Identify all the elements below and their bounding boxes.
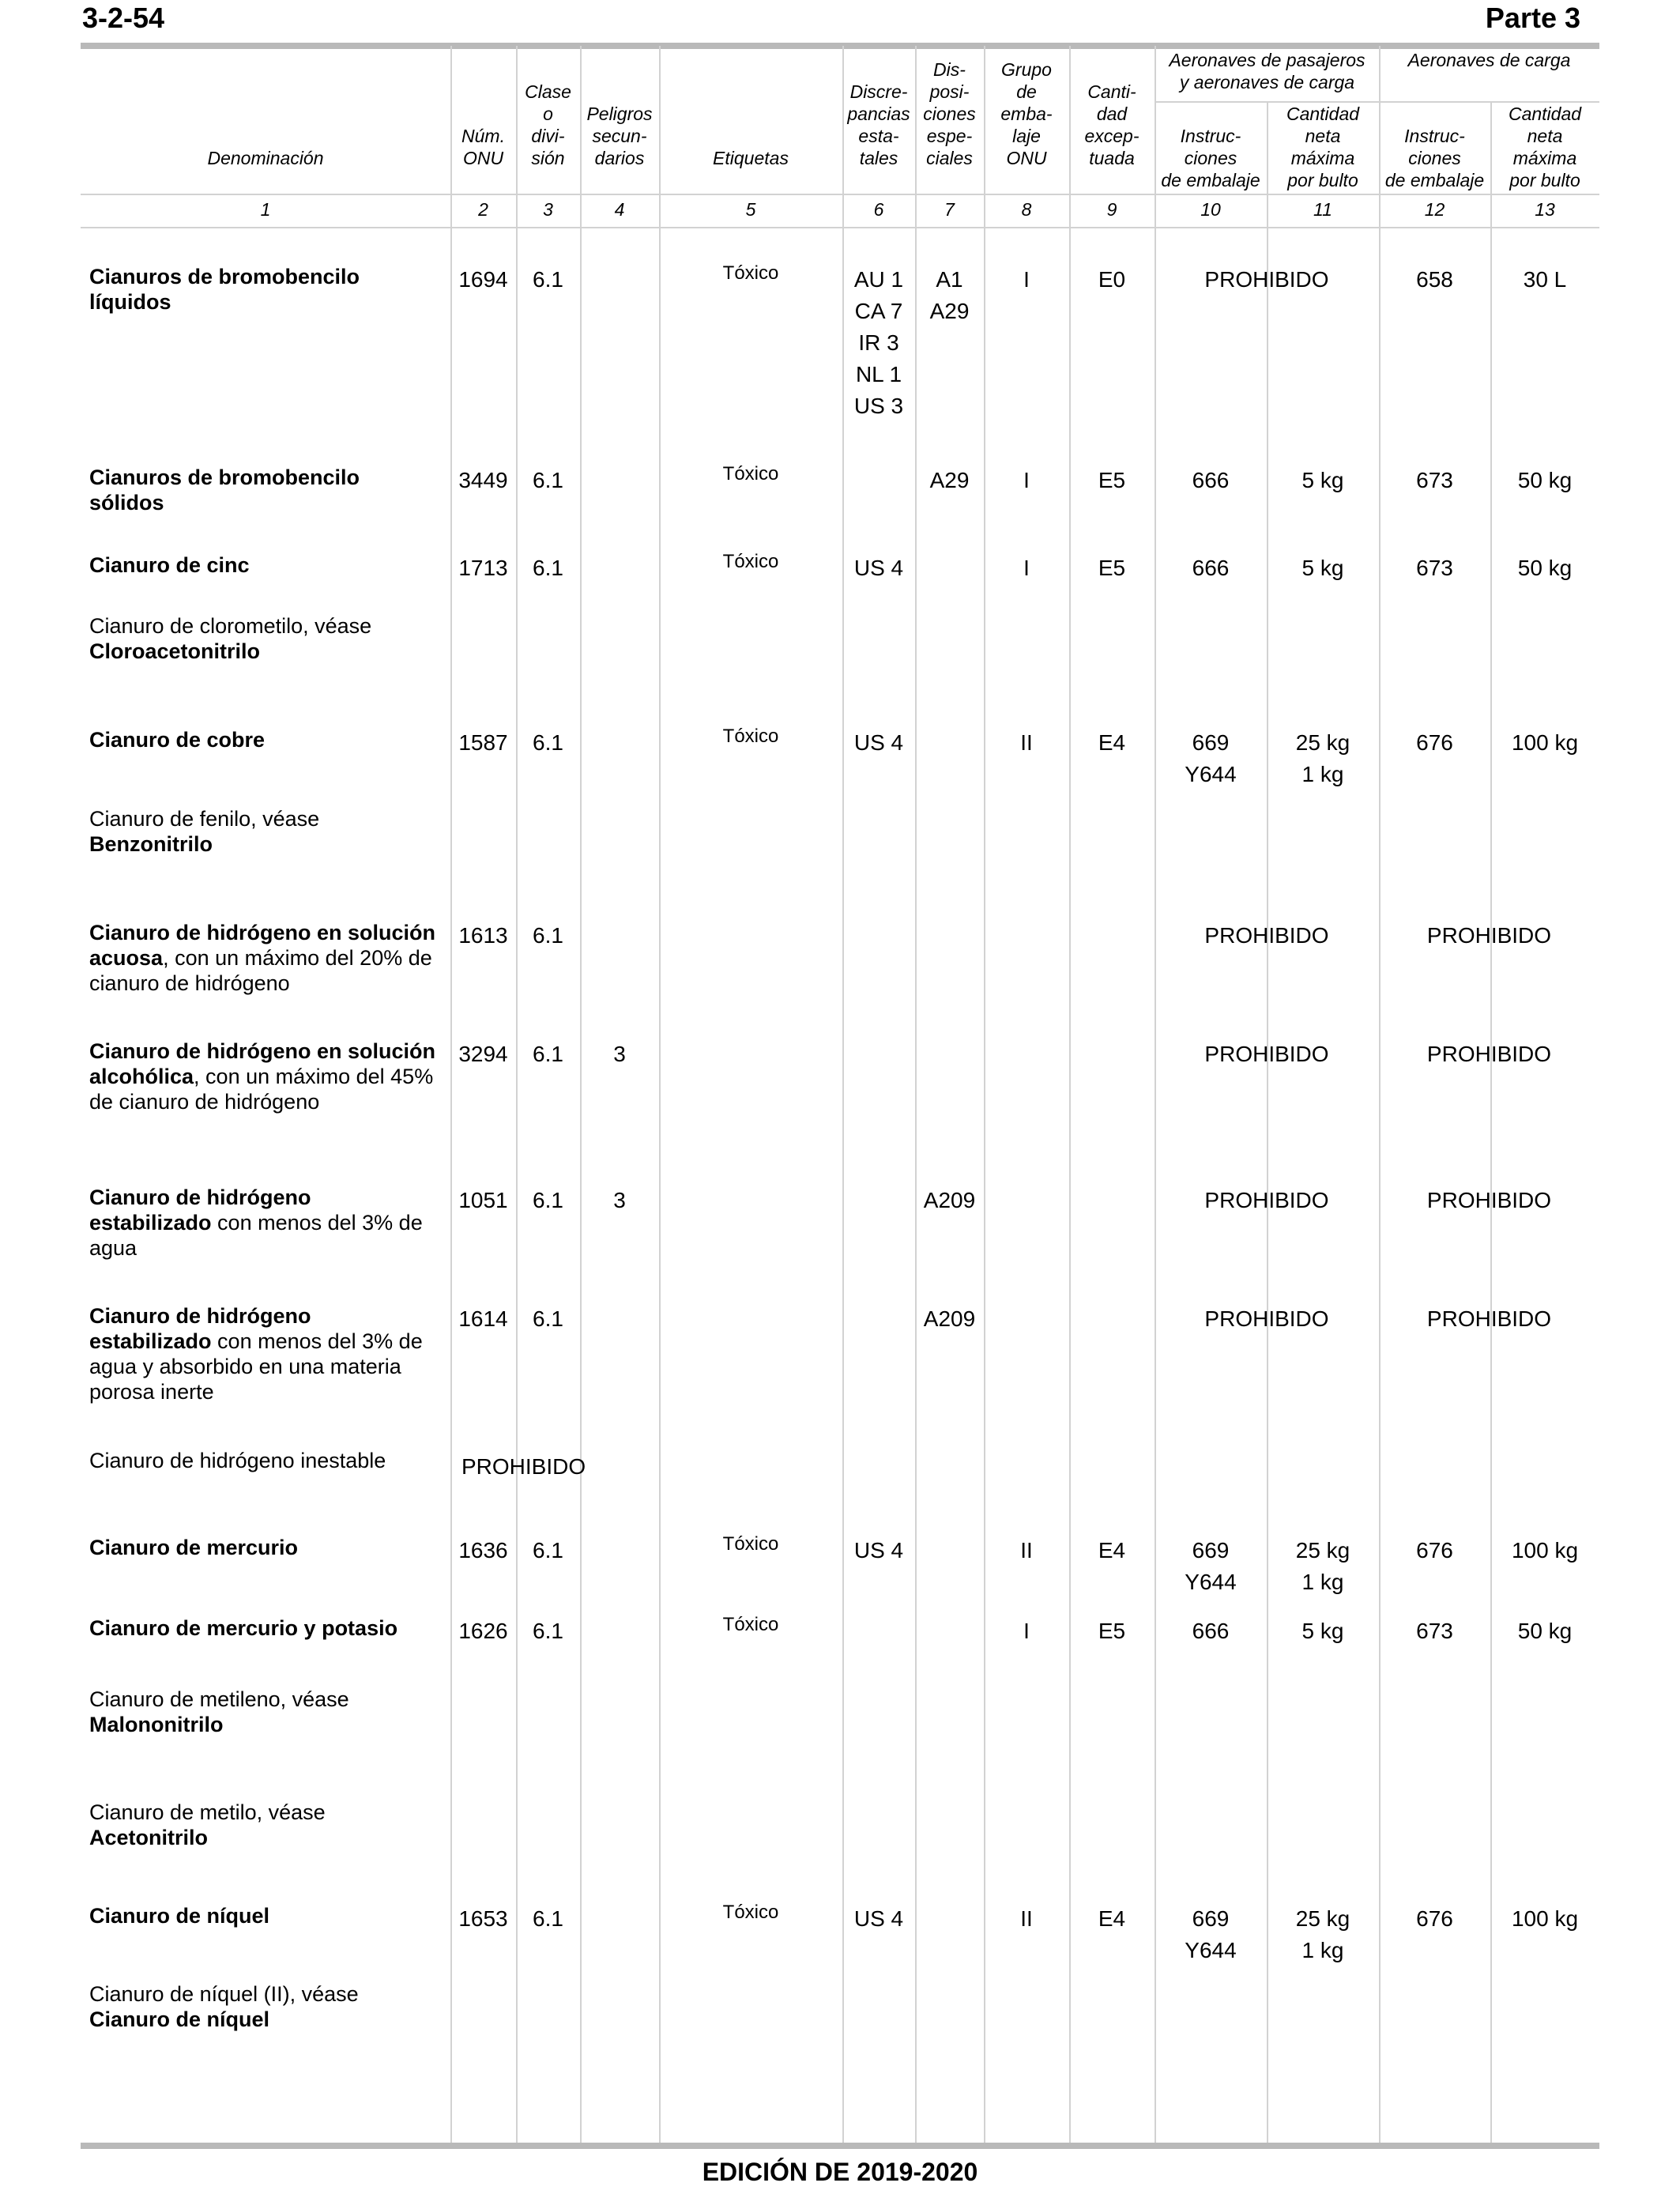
cell-line: Y644 — [1185, 1938, 1237, 1962]
cell-line: I — [1023, 1619, 1030, 1643]
un-number — [450, 552, 516, 584]
cell-line: NL 1 — [855, 362, 902, 386]
header-line: Etiquetas — [713, 148, 789, 168]
cell-line: 1653 — [458, 1906, 508, 1931]
excepted-quantity — [1069, 465, 1155, 496]
cell-line: E5 — [1098, 468, 1126, 492]
cell-line: 1 kg — [1301, 762, 1344, 786]
cell-line: 50 kg — [1517, 1619, 1573, 1643]
substance-name — [89, 727, 453, 752]
cell-line: 5 kg — [1301, 1619, 1344, 1643]
cell-line: 676 — [1416, 1906, 1453, 1931]
header-divider — [81, 194, 1599, 195]
packing-group — [984, 1535, 1069, 1566]
name-line: Cianuros de bromobencilo — [89, 265, 360, 288]
hazard-label — [659, 551, 842, 573]
state-variations — [842, 552, 915, 584]
state-variations — [842, 264, 915, 422]
cell-line: E5 — [1098, 1619, 1126, 1643]
substance-name — [89, 264, 453, 315]
substance-name: Cianuro de metilo, véase Acetonitrilo — [89, 1800, 326, 1849]
cell-line: 25 kg — [1295, 730, 1350, 755]
page-number: 3-2-54 — [82, 2, 165, 34]
column-header-11 — [1267, 103, 1379, 191]
cell-line: 658 — [1416, 267, 1453, 292]
cell-line: US 4 — [853, 556, 904, 580]
column-header-9 — [1069, 81, 1155, 169]
cargo-packing-instruction — [1379, 1903, 1490, 1935]
edition-footer: EDICIÓN DE 2019-2020 — [702, 2158, 978, 2186]
top-rule — [81, 43, 1599, 49]
header-line: tuada — [1089, 148, 1135, 168]
header-line: excep- — [1084, 126, 1139, 146]
class-division — [516, 1039, 580, 1070]
passenger-prohibited: PROHIBIDO — [1204, 1306, 1329, 1331]
cell-line: 6.1 — [533, 556, 563, 580]
part-label: Parte 3 — [1485, 2, 1580, 34]
cell-line: 666 — [1192, 556, 1230, 580]
subsidiary-hazard — [580, 1185, 659, 1216]
cell-line: IR 3 — [858, 330, 899, 355]
cargo-prohibited: PROHIBIDO — [1426, 1188, 1552, 1212]
cell-line: 676 — [1416, 730, 1453, 755]
header-line: Cantidad — [1508, 104, 1582, 124]
header-line: Peligros — [586, 104, 653, 124]
excepted-quantity — [1069, 1535, 1155, 1566]
cell-line: Tóxico — [722, 463, 779, 484]
cell-line: I — [1023, 556, 1030, 580]
un-number — [450, 1535, 516, 1566]
header-line: por bulto — [1509, 170, 1580, 190]
cargo-packing-instruction — [1379, 465, 1490, 496]
cell-line: 5 kg — [1301, 468, 1344, 492]
cell-line: A1 — [936, 267, 963, 292]
cell-line: E4 — [1098, 730, 1126, 755]
substance-name — [89, 1615, 453, 1641]
cell-line: E4 — [1098, 1906, 1126, 1931]
name-line: Cianuro de mercurio y potasio — [89, 1616, 398, 1640]
passenger-prohibited: PROHIBIDO — [1204, 923, 1329, 948]
column-number: 7 — [944, 199, 955, 220]
header-line: ciales — [926, 148, 973, 168]
cell-line: 6.1 — [533, 730, 563, 755]
cargo-prohibited: PROHIBIDO — [1426, 1306, 1552, 1331]
cell-line: 669 — [1192, 1906, 1230, 1931]
header-line: ONU — [462, 148, 504, 168]
cell-line: 5 kg — [1301, 556, 1344, 580]
cargo-max-quantity — [1490, 465, 1599, 496]
cell-line: 25 kg — [1295, 1906, 1350, 1931]
cell-line: 100 kg — [1511, 730, 1579, 755]
cell-line: 1051 — [458, 1188, 508, 1212]
class-division — [516, 920, 580, 952]
header-line: o — [543, 104, 553, 124]
substance-name: Cianuro de hidrógeno estabilizado con menos del 3% de agua y absorbido en una materia porosa inerte — [89, 1304, 423, 1404]
column-divider — [984, 46, 985, 2143]
special-provisions — [915, 465, 984, 496]
cell-line: Tóxico — [722, 726, 779, 747]
hazard-label — [659, 1533, 842, 1555]
column-number: 9 — [1106, 199, 1117, 220]
cell-line: 6.1 — [533, 468, 563, 492]
substance-name: Cianuro de hidrógeno en solución alcohólica, con un máximo del 45% de cianuro de hidrógeno — [89, 1039, 436, 1114]
hazard-label — [659, 726, 842, 748]
cell-line: Tóxico — [722, 262, 779, 284]
cell-line: E5 — [1098, 556, 1126, 580]
cell-line: 676 — [1416, 1538, 1453, 1563]
header-line: ciones — [1408, 148, 1461, 168]
passenger-packing-instruction — [1155, 1903, 1267, 1966]
cell-line: A209 — [923, 1188, 976, 1212]
column-divider — [580, 46, 582, 2143]
hazard-label — [659, 463, 842, 485]
name-line: Cianuro de cinc — [89, 553, 250, 577]
passenger-prohibited: PROHIBIDO — [1204, 1188, 1329, 1212]
cell-line: Y644 — [1185, 1570, 1237, 1594]
column-header-6 — [842, 81, 915, 169]
column-divider — [1267, 101, 1268, 2143]
cargo-max-quantity — [1490, 264, 1599, 296]
excepted-quantity — [1069, 1615, 1155, 1647]
header-line: dad — [1096, 104, 1128, 124]
cell-line: 100 kg — [1511, 1538, 1579, 1563]
passenger-max-quantity — [1267, 552, 1379, 584]
excepted-quantity — [1069, 727, 1155, 759]
passenger-prohibited: PROHIBIDO — [1204, 267, 1329, 292]
class-division — [516, 727, 580, 759]
cargo-packing-instruction — [1379, 1615, 1490, 1647]
cargo-max-quantity — [1490, 1903, 1599, 1935]
cell-line: 669 — [1192, 1538, 1230, 1563]
special-provisions — [915, 1303, 984, 1335]
header-line: Núm. — [461, 126, 505, 146]
cell-line: Tóxico — [722, 1902, 779, 1923]
cell-line: 1613 — [458, 923, 508, 948]
cell-line: 3294 — [458, 1042, 508, 1066]
name-line: Cianuros de bromobencilo — [89, 466, 360, 489]
un-number — [450, 1039, 516, 1070]
column-number: 5 — [745, 199, 756, 220]
cell-line: 1 kg — [1301, 1570, 1344, 1594]
cell-line: 1614 — [458, 1306, 508, 1331]
cell-line: 6.1 — [533, 1188, 563, 1212]
passenger-prohibited: PROHIBIDO — [1204, 1042, 1329, 1066]
cargo-max-quantity — [1490, 552, 1599, 584]
un-number — [450, 920, 516, 952]
forbidden-entry: PROHIBIDO — [461, 1454, 586, 1479]
column-divider — [1155, 46, 1156, 2143]
header-line: espe- — [926, 126, 973, 146]
passenger-packing-instruction — [1155, 552, 1267, 584]
cell-line: 669 — [1192, 730, 1230, 755]
substance-name: Cianuro de fenilo, véase Benzonitrilo — [89, 807, 320, 856]
name-line: líquidos — [89, 290, 171, 314]
header-divider — [81, 227, 1599, 228]
cell-line: 6.1 — [533, 923, 563, 948]
cell-line: Y644 — [1185, 762, 1237, 786]
packing-group — [984, 465, 1069, 496]
header-line: y aeronaves de carga — [1179, 72, 1355, 92]
cell-line: 50 kg — [1517, 468, 1573, 492]
cell-line: US 4 — [853, 1906, 904, 1931]
column-header-1 — [81, 147, 450, 169]
cell-line: 6.1 — [533, 1619, 563, 1643]
header-line: pancias — [847, 104, 910, 124]
name-line: sólidos — [89, 491, 164, 515]
cargo-packing-instruction — [1379, 552, 1490, 584]
name-line: Cianuro de cobre — [89, 728, 266, 752]
header-line: Grupo — [1001, 59, 1052, 80]
substance-name: Cianuro de hidrógeno estabilizado con menos del 3% de agua — [89, 1186, 423, 1260]
substance-name — [89, 1535, 453, 1560]
passenger-packing-instruction — [1155, 465, 1267, 496]
header-line: emba- — [1000, 104, 1053, 124]
header-line: sión — [531, 148, 565, 168]
header-line: divi- — [531, 126, 565, 146]
packing-group — [984, 727, 1069, 759]
excepted-quantity — [1069, 1903, 1155, 1935]
cell-line: 6.1 — [533, 267, 563, 292]
header-line: neta — [1527, 126, 1563, 146]
class-division — [516, 264, 580, 296]
column-number: 12 — [1424, 199, 1445, 220]
header-line: Clase — [525, 81, 571, 102]
header-line: darios — [594, 148, 645, 168]
column-number: 4 — [614, 199, 625, 220]
cell-line: II — [1020, 730, 1033, 755]
column-divider — [1069, 46, 1071, 2143]
column-number: 8 — [1021, 199, 1032, 220]
column-header-2 — [450, 125, 516, 169]
header-line: posi- — [929, 81, 970, 102]
substance-name: Cianuro de hidrógeno inestable — [89, 1449, 386, 1472]
cell-line: 6.1 — [533, 1906, 563, 1931]
column-header-4 — [580, 103, 659, 169]
column-header-8 — [984, 58, 1069, 169]
state-variations — [842, 1535, 915, 1566]
cargo-max-quantity — [1490, 727, 1599, 759]
substance-name — [89, 465, 453, 515]
passenger-max-quantity — [1267, 1903, 1379, 1966]
column-header-7 — [915, 58, 984, 169]
column-header-13 — [1490, 103, 1599, 191]
column-divider — [1379, 46, 1381, 2143]
column-number: 3 — [543, 199, 553, 220]
passenger-max-quantity — [1267, 1615, 1379, 1647]
cell-line: 1636 — [458, 1538, 508, 1563]
header-line: de embalaje — [1384, 170, 1485, 190]
column-number: 13 — [1535, 199, 1555, 220]
cell-line: 673 — [1416, 468, 1453, 492]
header-line: Cantidad — [1286, 104, 1360, 124]
cell-line: A29 — [929, 468, 970, 492]
substance-name: Cianuro de hidrógeno en solución acuosa, con un máximo del 20% de cianuro de hidrógeno — [89, 921, 436, 995]
class-division — [516, 1303, 580, 1335]
cargo-prohibited: PROHIBIDO — [1426, 923, 1552, 948]
cell-line: 673 — [1416, 556, 1453, 580]
column-number: 6 — [873, 199, 884, 220]
passenger-packing-instruction — [1155, 1615, 1267, 1647]
un-number — [450, 1903, 516, 1935]
cell-line: Tóxico — [722, 551, 779, 572]
header-line: ONU — [1006, 148, 1047, 168]
class-division — [516, 1903, 580, 1935]
column-number: 1 — [260, 199, 271, 220]
passenger-packing-instruction — [1155, 727, 1267, 790]
cell-line: Tóxico — [722, 1533, 779, 1555]
cell-line: 666 — [1192, 468, 1230, 492]
packing-group — [984, 1903, 1069, 1935]
state-variations — [842, 727, 915, 759]
header-line: Instruc- — [1404, 126, 1465, 146]
passenger-max-quantity — [1267, 727, 1379, 790]
cell-line: E0 — [1098, 267, 1126, 292]
cell-line: 1713 — [458, 556, 508, 580]
class-division — [516, 465, 580, 496]
header-line: esta- — [858, 126, 899, 146]
class-division — [516, 552, 580, 584]
cell-line: AU 1 — [853, 267, 904, 292]
cell-line: E4 — [1098, 1538, 1126, 1563]
header-line: Denominación — [207, 148, 324, 168]
cell-line: 25 kg — [1295, 1538, 1350, 1563]
un-number — [450, 1303, 516, 1335]
cell-line: 3 — [613, 1188, 626, 1212]
cell-line: A29 — [929, 299, 970, 323]
column-divider — [915, 46, 917, 2143]
un-number — [450, 465, 516, 496]
column-number: 11 — [1313, 199, 1332, 220]
header-line: Instruc- — [1180, 126, 1241, 146]
un-number — [450, 727, 516, 759]
cell-line: 3449 — [458, 468, 508, 492]
state-variations — [842, 1903, 915, 1935]
header-line: laje — [1012, 126, 1041, 146]
bottom-rule — [81, 2143, 1599, 2149]
un-number — [450, 264, 516, 296]
cell-line: II — [1020, 1906, 1033, 1931]
column-divider — [659, 46, 661, 2143]
column-header-5 — [659, 147, 842, 169]
header-line: Discre- — [849, 81, 908, 102]
hazard-label — [659, 1614, 842, 1636]
cell-line: CA 7 — [854, 299, 903, 323]
special-provisions — [915, 1185, 984, 1216]
header-line: máxima — [1512, 148, 1577, 168]
name-line: Cianuro de níquel — [89, 1904, 270, 1928]
cell-line: 6.1 — [533, 1042, 563, 1066]
column-header-10 — [1155, 125, 1267, 191]
class-division — [516, 1535, 580, 1566]
cargo-packing-instruction — [1379, 727, 1490, 759]
substance-name — [89, 552, 453, 578]
header-line: máxima — [1290, 148, 1355, 168]
hazard-label — [659, 1902, 842, 1924]
hazard-label — [659, 262, 842, 285]
substance-name: Cianuro de metileno, véase Malononitrilo — [89, 1687, 349, 1736]
cargo-aircraft-header: Aeronaves de carga — [1407, 50, 1571, 70]
un-number — [450, 1615, 516, 1647]
header-line: tales — [859, 148, 898, 168]
cell-line: 3 — [613, 1042, 626, 1066]
column-number: 2 — [478, 199, 488, 220]
column-header-12 — [1379, 125, 1490, 191]
substance-name: Cianuro de níquel (II), véase Cianuro de níquel — [89, 1982, 359, 2031]
cell-line: I — [1023, 267, 1030, 292]
cell-line: 6.1 — [533, 1538, 563, 1563]
header-line: ciones — [923, 104, 976, 124]
name-line: Cianuro de mercurio — [89, 1536, 299, 1559]
header-line: Canti- — [1087, 81, 1136, 102]
cell-line: 1626 — [458, 1619, 508, 1643]
cell-line: US 4 — [853, 730, 904, 755]
substance-name: Cianuro de clorometilo, véase Cloroacetonitrilo — [89, 614, 372, 663]
cell-line: 30 L — [1523, 267, 1567, 292]
cell-line: 50 kg — [1517, 556, 1573, 580]
cell-line: 6.1 — [533, 1306, 563, 1331]
header-line: de embalaje — [1161, 170, 1260, 190]
header-line: ciones — [1184, 148, 1237, 168]
cell-line: 673 — [1416, 1619, 1453, 1643]
column-header-3 — [516, 81, 580, 169]
cell-line: US 3 — [853, 394, 904, 418]
packing-group — [984, 552, 1069, 584]
cell-line: US 4 — [853, 1538, 904, 1563]
cargo-packing-instruction — [1379, 264, 1490, 296]
cell-line: 100 kg — [1511, 1906, 1579, 1931]
header-line: Dis- — [933, 59, 966, 80]
subsidiary-hazard — [580, 1039, 659, 1070]
passenger-packing-instruction — [1155, 1535, 1267, 1598]
cargo-max-quantity — [1490, 1615, 1599, 1647]
cargo-max-quantity — [1490, 1535, 1599, 1566]
un-number — [450, 1185, 516, 1216]
column-divider — [516, 46, 518, 2143]
packing-group — [984, 1615, 1069, 1647]
cell-line: I — [1023, 468, 1030, 492]
cell-line: A209 — [923, 1306, 976, 1331]
class-division — [516, 1615, 580, 1647]
class-division — [516, 1185, 580, 1216]
cell-line: 1 kg — [1301, 1938, 1344, 1962]
cell-line: Tóxico — [722, 1614, 779, 1635]
substance-name — [89, 1903, 453, 1928]
passenger-aircraft-header — [1155, 49, 1380, 93]
header-line: de — [1016, 81, 1037, 102]
cell-line: 1694 — [458, 267, 508, 292]
cargo-packing-instruction — [1379, 1535, 1490, 1566]
cell-line: 1587 — [458, 730, 508, 755]
cargo-prohibited: PROHIBIDO — [1426, 1042, 1552, 1066]
header-line: secun- — [592, 126, 647, 146]
column-divider — [1490, 101, 1492, 2143]
excepted-quantity — [1069, 264, 1155, 296]
cell-line: 666 — [1192, 1619, 1230, 1643]
column-number: 10 — [1200, 199, 1221, 220]
header-line: neta — [1305, 126, 1341, 146]
special-provisions — [915, 264, 984, 327]
passenger-max-quantity — [1267, 1535, 1379, 1598]
header-line: Aeronaves de pasajeros — [1169, 50, 1365, 70]
passenger-max-quantity — [1267, 465, 1379, 496]
cell-line: II — [1020, 1538, 1033, 1563]
excepted-quantity — [1069, 552, 1155, 584]
packing-group — [984, 264, 1069, 296]
header-line: por bulto — [1287, 170, 1358, 190]
